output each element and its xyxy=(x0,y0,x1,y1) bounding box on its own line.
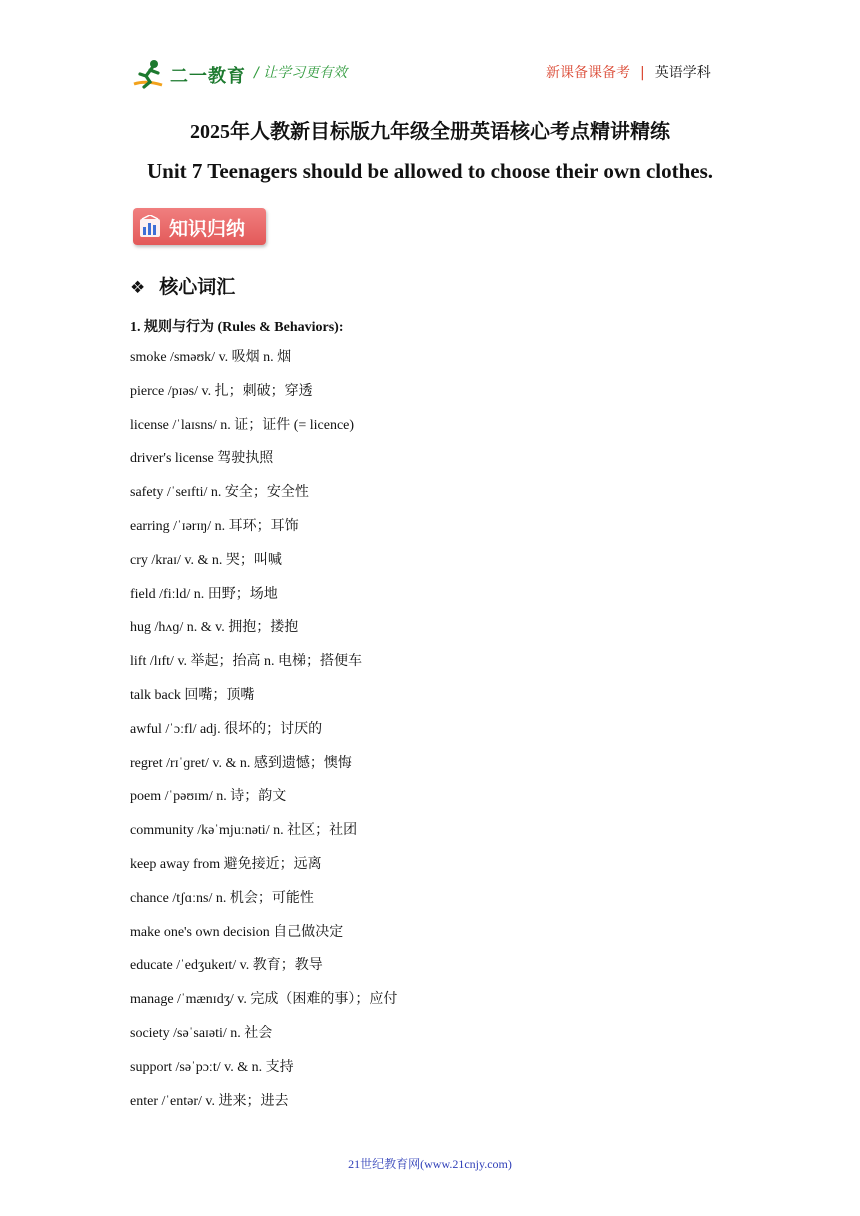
vocab-list xyxy=(130,348,750,1125)
vocab-item: safety /ˈseɪfti/ n. 安全；安全性 xyxy=(130,485,309,501)
vocab-item: make one's own decision 自己做决定 xyxy=(130,924,344,940)
vocab-item: license /ˈlaɪsns/ n. 证；证件 (= licence) xyxy=(130,417,355,433)
vocab-item: talk back 回嘴；顶嘴 xyxy=(130,687,255,703)
subsection-heading: 1. 规则与行为 (Rules & Behaviors): xyxy=(130,320,344,335)
vocab-item: society /səˈsaɪəti/ n. 社会 xyxy=(130,1025,273,1041)
vocab-item: field /fiːld/ n. 田野；场地 xyxy=(130,586,278,602)
unit-title: Unit 7 Teenagers should be allowed to choose their own clothes. xyxy=(146,159,714,183)
section-title: 核心词汇 xyxy=(159,276,236,298)
book-chart-icon xyxy=(139,215,161,239)
diamond-bullet-icon: ❖ xyxy=(130,278,146,298)
logo xyxy=(132,58,246,90)
vocab-item: community /kəˈmjuːnəti/ n. 社区；社团 xyxy=(130,823,358,839)
vocab-item: smoke /sməʊk/ v. 吸烟 n. 烟 xyxy=(130,350,292,365)
slogan: / 让学习更有效 xyxy=(254,65,348,81)
header-tags xyxy=(546,62,711,82)
tag-separator: | xyxy=(640,65,645,81)
tag-subject: 英语学科 xyxy=(654,65,711,81)
vocab-item: pierce /pɪəs/ v. 扎；刺破；穿透 xyxy=(130,383,313,399)
vocab-item: earring /ˈɪərɪŋ/ n. 耳环；耳饰 xyxy=(130,518,299,534)
page-header xyxy=(0,0,860,100)
vocab-item: support /səˈpɔːt/ v. & n. 支持 xyxy=(130,1059,294,1075)
vocab-item: driver's license 驾驶执照 xyxy=(130,451,274,467)
knowledge-summary-badge xyxy=(133,208,266,245)
vocab-item: lift /lɪft/ v. 举起；抬高 n. 电梯；搭便车 xyxy=(130,654,363,670)
document-title: 2025年人教新目标版九年级全册英语核心考点精讲精练 xyxy=(190,121,670,143)
badge-label: 知识归纳 xyxy=(169,218,246,240)
vocab-item: cry /kraɪ/ v. & n. 哭；叫喊 xyxy=(130,552,282,568)
vocab-item: keep away from 避免接近；远离 xyxy=(130,856,322,872)
vocab-item: chance /tʃɑːns/ n. 机会；可能性 xyxy=(130,890,314,906)
tag-course-prep: 新课备课备考 xyxy=(546,65,630,81)
vocab-item: enter /ˈentər/ v. 进来；进去 xyxy=(130,1093,289,1109)
section-heading xyxy=(130,272,235,299)
footer-source: 21世纪教育网(www.21cnjy.com) xyxy=(348,1157,512,1171)
vocab-item: awful /ˈɔːfl/ adj. 很坏的；讨厌的 xyxy=(130,721,323,737)
vocab-item: hug /hʌɡ/ n. & v. 拥抱；搂抱 xyxy=(130,620,299,636)
vocab-item: poem /ˈpəʊɪm/ n. 诗；韵文 xyxy=(130,789,287,805)
vocab-item: regret /rɪˈɡret/ v. & n. 感到遗憾；懊悔 xyxy=(130,755,352,771)
logo-text: 二一教育 xyxy=(170,66,246,87)
runner-logo-icon xyxy=(132,58,168,90)
vocab-item: manage /ˈmænɪdʒ/ v. 完成（困难的事）；应付 xyxy=(130,992,398,1008)
vocab-item: educate /ˈedʒukeɪt/ v. 教育；教导 xyxy=(130,958,323,974)
